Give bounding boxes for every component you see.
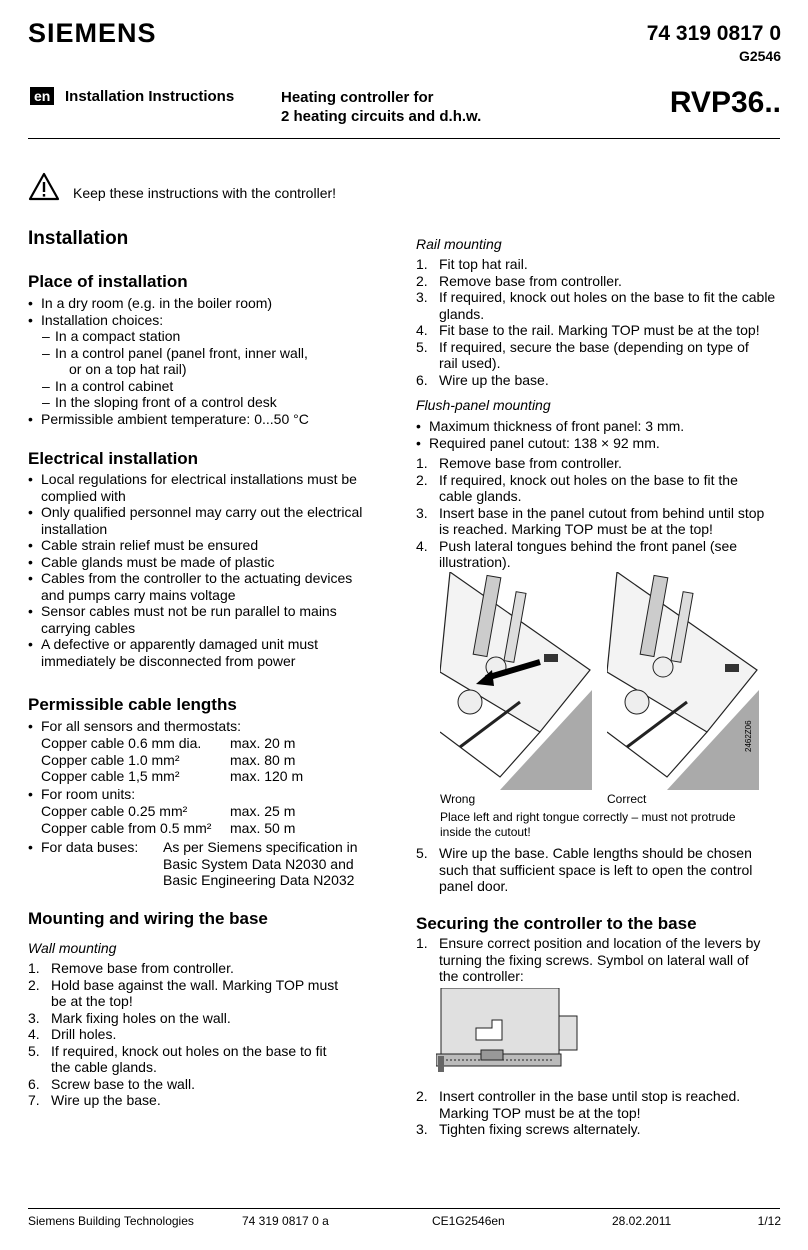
list-item: 2. Hold base against the wall. Marking TOP must be at the top! xyxy=(28,976,339,1009)
list-item: 2. If required, knock out holes on the base to fit the cable glands. xyxy=(416,471,738,504)
product-description xyxy=(281,88,481,126)
list-item: • For data buses: xyxy=(28,839,139,855)
cable-table-sensors xyxy=(28,735,378,785)
table-row: Copper cable from 0.5 mm² max. 50 m xyxy=(41,819,296,836)
table-row: Copper cable 1.0 mm² max. 80 m xyxy=(41,751,296,768)
securing-steps xyxy=(416,1088,761,1138)
figure-caption: Place left and right tongue correctly – must not protrude inside the cutout! xyxy=(440,810,736,839)
electrical-heading: Electrical installation xyxy=(28,449,199,468)
place-list xyxy=(28,295,378,328)
list-item: 3. Tighten fixing screws alternately. xyxy=(416,1121,641,1137)
list-item: 1. Ensure correct position and location of the levers by turning the fixing screws. Symbol on lateral wall of the controller: xyxy=(416,935,761,984)
list-item: 5. If required, secure the base (depending on type of rail used). xyxy=(416,338,749,371)
warning-text: Keep these instructions with the controller! xyxy=(73,185,337,201)
document-number: 74 319 0817 0 xyxy=(646,22,781,45)
list-item: 4. Push lateral tongues behind the front panel (see illustration). xyxy=(416,537,738,570)
footer-divider xyxy=(28,1208,780,1209)
list-item: • Local regulations for electrical installations must be complied with xyxy=(28,471,357,504)
document-type: Installation Instructions xyxy=(65,88,235,105)
table-row: Copper cable 0.6 mm dia. max. 20 m xyxy=(41,735,296,751)
list-item: • Sensor cables must not be run parallel to mains carrying cables xyxy=(28,603,337,636)
footer-date: 28.02.2011 xyxy=(612,1214,672,1228)
product-line-2: 2 heating circuits and d.h.w. xyxy=(281,108,482,125)
list-item: 7. Wire up the base. xyxy=(28,1092,161,1108)
cable-room-item xyxy=(28,786,378,803)
label-wrong: Wrong xyxy=(440,792,476,806)
table-row: Copper cable 0.25 mm² max. 25 m xyxy=(41,803,296,819)
list-item: 1. Remove base from controller. xyxy=(416,455,622,471)
list-item: • Cable strain relief must be ensured xyxy=(28,537,259,553)
list-item: 3. If required, knock out holes on the base to fit the cable glands. xyxy=(416,289,776,322)
flush-mounting-title: Flush-panel mounting xyxy=(416,397,551,413)
list-item: 3. Insert base in the panel cutout from behind until stop is reached. Marking TOP must be at the top! xyxy=(416,504,765,537)
footer-ce: CE1G2546en xyxy=(432,1214,505,1228)
product-line-1: Heating controller for xyxy=(281,89,434,106)
illustration-correct xyxy=(607,572,759,790)
list-item: 5. If required, knock out holes on the base to fit the cable glands. xyxy=(28,1042,327,1075)
list-item: 6. Screw base to the wall. xyxy=(28,1075,195,1092)
wall-mounting-title: Wall mounting xyxy=(28,940,117,956)
place-heading: Place of installation xyxy=(28,272,188,291)
footer-company: Siemens Building Technologies xyxy=(28,1214,194,1228)
cable-sensors-item xyxy=(28,718,378,735)
list-item: 6. Wire up the base. xyxy=(416,371,549,388)
table-row: Copper cable 1,5 mm² max. 120 m xyxy=(41,768,304,784)
warning-icon xyxy=(28,172,60,202)
list-item: • For room units: xyxy=(28,786,136,802)
footer-page: 1/12 xyxy=(757,1214,781,1228)
list-item: – In a control panel (panel front, inner wall, xyxy=(42,344,308,361)
label-correct: Correct xyxy=(607,792,647,806)
cable-bus-text: As per Siemens specification in Basic System Data N2030 and Basic Engineering Data N2032 xyxy=(163,839,358,888)
installation-choices xyxy=(28,328,378,411)
rail-steps xyxy=(416,256,776,388)
model-name: RVP36.. xyxy=(669,86,781,119)
electrical-list xyxy=(28,471,373,669)
list-item: 4. Drill holes. xyxy=(28,1026,117,1042)
document-code: G2546 xyxy=(738,48,781,64)
list-item: • Required panel cutout: 138 × 92 mm. xyxy=(416,434,660,451)
wall-steps xyxy=(28,960,348,1109)
list-item: • Cable glands must be made of plastic xyxy=(28,553,275,570)
list-item: – In a compact station xyxy=(42,328,181,344)
flush-step-5 xyxy=(416,845,761,895)
list-item: 1. Fit top hat rail. xyxy=(416,256,528,272)
securing-heading: Securing the controller to the base xyxy=(416,914,697,933)
list-item: • A defective or apparently damaged unit must immediately be disconnected from power xyxy=(28,636,319,669)
cable-bus-item xyxy=(28,839,178,856)
list-item: • Only qualified personnel may carry out the electrical installation xyxy=(28,504,363,537)
list-item: 5. Wire up the base. Cable lengths should be chosen such that sufficient space is left to open the control panel door. xyxy=(416,845,753,894)
list-item: 4. Fit base to the rail. Marking TOP must be at the top! xyxy=(416,322,760,338)
list-item: – In the sloping front of a control desk xyxy=(42,394,277,410)
flush-items xyxy=(416,418,776,451)
flush-steps xyxy=(416,455,766,571)
list-item: • Cables from the controller to the actuating devices and pumps carry mains voltage xyxy=(28,570,353,603)
list-item: – In a control cabinet xyxy=(42,377,174,394)
securing-step-1 xyxy=(416,935,761,985)
list-item: • In a dry room (e.g. in the boiler room) xyxy=(28,295,273,311)
footer-doc: 74 319 0817 0 a xyxy=(242,1214,329,1228)
list-item: 1. Remove base from controller. xyxy=(28,960,234,976)
list-item: • Installation choices: xyxy=(28,311,164,328)
illustration-wrong xyxy=(440,572,592,790)
temperature-list xyxy=(28,411,378,428)
list-item: 3. Mark fixing holes on the wall. xyxy=(28,1009,231,1026)
rail-mounting-title: Rail mounting xyxy=(416,236,502,252)
siemens-logo: SIEMENS xyxy=(28,18,157,48)
language-badge: en xyxy=(30,87,54,105)
list-item: • For all sensors and thermostats: xyxy=(28,718,241,734)
mounting-heading: Mounting and wiring the base xyxy=(28,909,268,928)
list-item: 2. Remove base from controller. xyxy=(416,272,622,289)
cable-lengths-heading: Permissible cable lengths xyxy=(28,695,237,714)
figure-code: 2462Z06 xyxy=(744,720,753,752)
header-divider xyxy=(28,138,780,139)
list-item: or on a top hat rail) xyxy=(69,361,187,377)
cable-table-room xyxy=(28,803,378,837)
installation-heading: Installation xyxy=(28,228,129,249)
list-item: 2. Insert controller in the base until stop is reached. Marking TOP must be at the top! xyxy=(416,1088,741,1121)
controller-side-symbol xyxy=(436,988,581,1076)
list-item: • Maximum thickness of front panel: 3 mm. xyxy=(416,418,685,434)
list-item: • Permissible ambient temperature: 0...50 °C xyxy=(28,411,309,427)
